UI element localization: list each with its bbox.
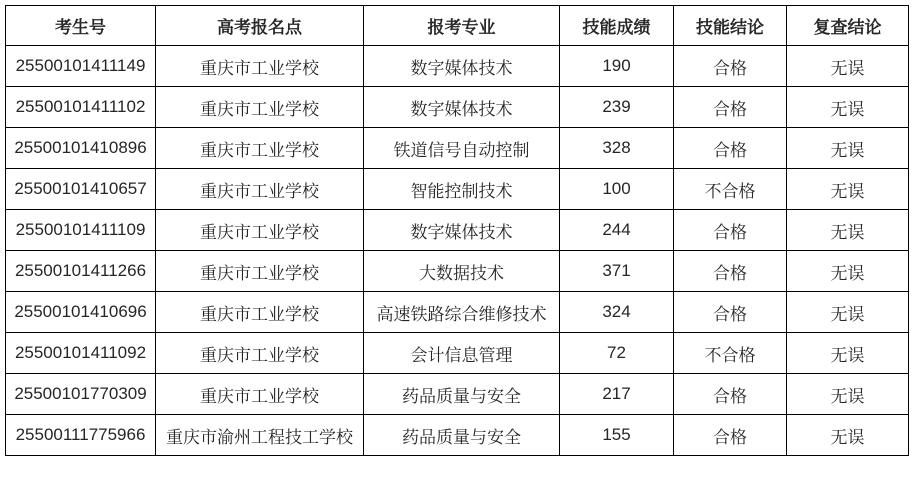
table-row	[6, 169, 909, 210]
cell-recheck_conclusion: 无误	[787, 251, 909, 292]
cell-skill_score: 324	[560, 292, 674, 333]
column-header-skill_conclusion: 技能结论	[674, 6, 787, 46]
cell-skill_conclusion: 不合格	[674, 333, 787, 374]
column-header-registration_site: 高考报名点	[156, 6, 364, 46]
cell-registration_site: 重庆市工业学校	[156, 87, 364, 128]
cell-candidate_no: 25500101410657	[6, 169, 156, 210]
cell-applied_major: 数字媒体技术	[364, 46, 560, 87]
cell-applied_major: 数字媒体技术	[364, 210, 560, 251]
cell-skill_score: 100	[560, 169, 674, 210]
column-header-candidate_no: 考生号	[6, 6, 156, 46]
cell-skill_score: 155	[560, 415, 674, 456]
cell-recheck_conclusion: 无误	[787, 46, 909, 87]
cell-applied_major: 智能控制技术	[364, 169, 560, 210]
cell-registration_site: 重庆市工业学校	[156, 333, 364, 374]
cell-recheck_conclusion: 无误	[787, 128, 909, 169]
cell-skill_score: 217	[560, 374, 674, 415]
cell-recheck_conclusion: 无误	[787, 374, 909, 415]
cell-candidate_no: 25500111775966	[6, 415, 156, 456]
cell-skill_conclusion: 合格	[674, 87, 787, 128]
cell-skill_conclusion: 合格	[674, 251, 787, 292]
cell-skill_score: 72	[560, 333, 674, 374]
cell-skill_score: 190	[560, 46, 674, 87]
column-header-skill_score: 技能成绩	[560, 6, 674, 46]
cell-registration_site: 重庆市工业学校	[156, 210, 364, 251]
table-body	[6, 46, 909, 456]
cell-recheck_conclusion: 无误	[787, 169, 909, 210]
cell-recheck_conclusion: 无误	[787, 210, 909, 251]
cell-registration_site: 重庆市渝州工程技工学校	[156, 415, 364, 456]
table-row	[6, 415, 909, 456]
cell-recheck_conclusion: 无误	[787, 415, 909, 456]
cell-registration_site: 重庆市工业学校	[156, 46, 364, 87]
cell-recheck_conclusion: 无误	[787, 87, 909, 128]
table-row	[6, 251, 909, 292]
cell-skill_conclusion: 合格	[674, 46, 787, 87]
cell-candidate_no: 25500101411266	[6, 251, 156, 292]
cell-applied_major: 铁道信号自动控制	[364, 128, 560, 169]
table-header	[6, 6, 909, 46]
column-header-recheck_conclusion: 复查结论	[787, 6, 909, 46]
table-row	[6, 374, 909, 415]
cell-registration_site: 重庆市工业学校	[156, 374, 364, 415]
header-row	[6, 6, 909, 46]
cell-candidate_no: 25500101770309	[6, 374, 156, 415]
cell-applied_major: 药品质量与安全	[364, 374, 560, 415]
cell-skill_conclusion: 合格	[674, 374, 787, 415]
cell-applied_major: 数字媒体技术	[364, 87, 560, 128]
cell-applied_major: 大数据技术	[364, 251, 560, 292]
table-row	[6, 292, 909, 333]
cell-skill_score: 371	[560, 251, 674, 292]
cell-candidate_no: 25500101410696	[6, 292, 156, 333]
table-row	[6, 333, 909, 374]
cell-recheck_conclusion: 无误	[787, 333, 909, 374]
cell-applied_major: 高速铁路综合维修技术	[364, 292, 560, 333]
cell-applied_major: 会计信息管理	[364, 333, 560, 374]
cell-recheck_conclusion: 无误	[787, 292, 909, 333]
cell-skill_conclusion: 合格	[674, 128, 787, 169]
cell-registration_site: 重庆市工业学校	[156, 251, 364, 292]
cell-candidate_no: 25500101411109	[6, 210, 156, 251]
cell-skill_conclusion: 合格	[674, 210, 787, 251]
cell-candidate_no: 25500101411102	[6, 87, 156, 128]
cell-registration_site: 重庆市工业学校	[156, 292, 364, 333]
table-row	[6, 87, 909, 128]
cell-applied_major: 药品质量与安全	[364, 415, 560, 456]
cell-candidate_no: 25500101411092	[6, 333, 156, 374]
column-header-applied_major: 报考专业	[364, 6, 560, 46]
table-row	[6, 46, 909, 87]
cell-skill_score: 239	[560, 87, 674, 128]
table-row	[6, 128, 909, 169]
cell-candidate_no: 25500101411149	[6, 46, 156, 87]
results-table	[5, 5, 909, 456]
cell-registration_site: 重庆市工业学校	[156, 128, 364, 169]
cell-skill_conclusion: 合格	[674, 292, 787, 333]
cell-skill_conclusion: 不合格	[674, 169, 787, 210]
cell-skill_score: 244	[560, 210, 674, 251]
cell-registration_site: 重庆市工业学校	[156, 169, 364, 210]
cell-skill_conclusion: 合格	[674, 415, 787, 456]
cell-candidate_no: 25500101410896	[6, 128, 156, 169]
cell-skill_score: 328	[560, 128, 674, 169]
table-row	[6, 210, 909, 251]
